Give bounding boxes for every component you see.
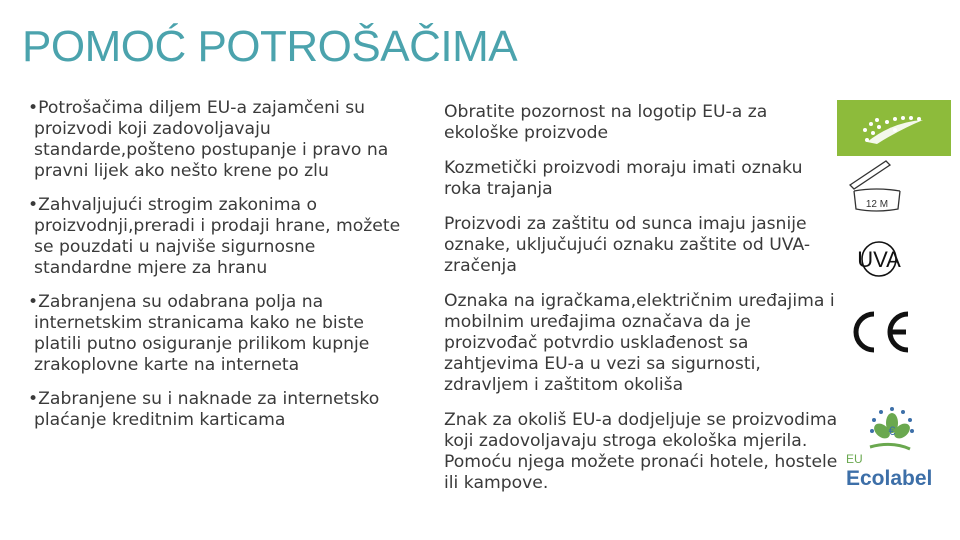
right-info-list <box>444 102 844 508</box>
list-item: •Potrošačima diljem EU-a zajamčeni su proizvodi koji zadovoljavaju standarde,pošteno postupanje i pravo na pravni lijek ako nešto krene po zlu <box>28 98 389 181</box>
list-item: •Zabranjene su i naknade za internetsko plaćanje kreditnim karticama <box>28 389 380 430</box>
uva-label: UVA <box>857 247 901 272</box>
list-item: Znak za okoliš EU-a dodjeljuje se proizvodima koji zadovoljavaju stroga ekološka mjerila. Pomoću njega možete pronaći hotele, hostele ili kampove. <box>444 410 838 493</box>
ecolabel-text: Ecolabel <box>846 467 933 490</box>
uva-icon <box>848 240 910 278</box>
jar-label: 12 M <box>865 199 889 210</box>
jar-lid <box>850 161 890 189</box>
eu-ecolabel-icon <box>840 405 944 493</box>
list-item: Proizvodi za zaštitu od sunca imaju jasnije oznake, uključujući oznaku zaštite od UVA-zračenja <box>444 214 811 276</box>
list-item: •Zabranjena su odabrana polja na internetskim stranicama kako ne biste platili putno osiguranje prilikom kupnje zrakoplovne karte na interneta <box>28 292 370 375</box>
eu-organic-leaf-icon <box>837 100 951 156</box>
list-item: Kozmetički proizvodi moraju imati oznaku roka trajanja <box>444 158 803 199</box>
list-item: Obratite pozornost na logotip EU-a za ekološke proizvode <box>444 102 768 143</box>
euro-symbol: € <box>888 424 896 438</box>
page-title: POMOĆ POTROŠAČIMA <box>22 22 518 71</box>
open-jar-icon <box>846 155 908 213</box>
ce-mark-icon <box>850 310 912 354</box>
ecolabel-eu: EU <box>846 452 863 466</box>
list-item: Oznaka na igračkama,električnim uređajima i mobilnim uređajima označava da je proizvođač potvrdio usklađenost sa zahtjevima EU-a u vezi sa sigurnosti, zdravljem i zaštitom okoliša <box>444 291 835 395</box>
list-item: •Zahvaljujući strogim zakonima o proizvodnji,preradi i prodaji hrane, možete se pouzdati u najviše sigurnosne standardne mjere za hranu <box>28 195 401 278</box>
left-bullet-list <box>22 98 407 444</box>
